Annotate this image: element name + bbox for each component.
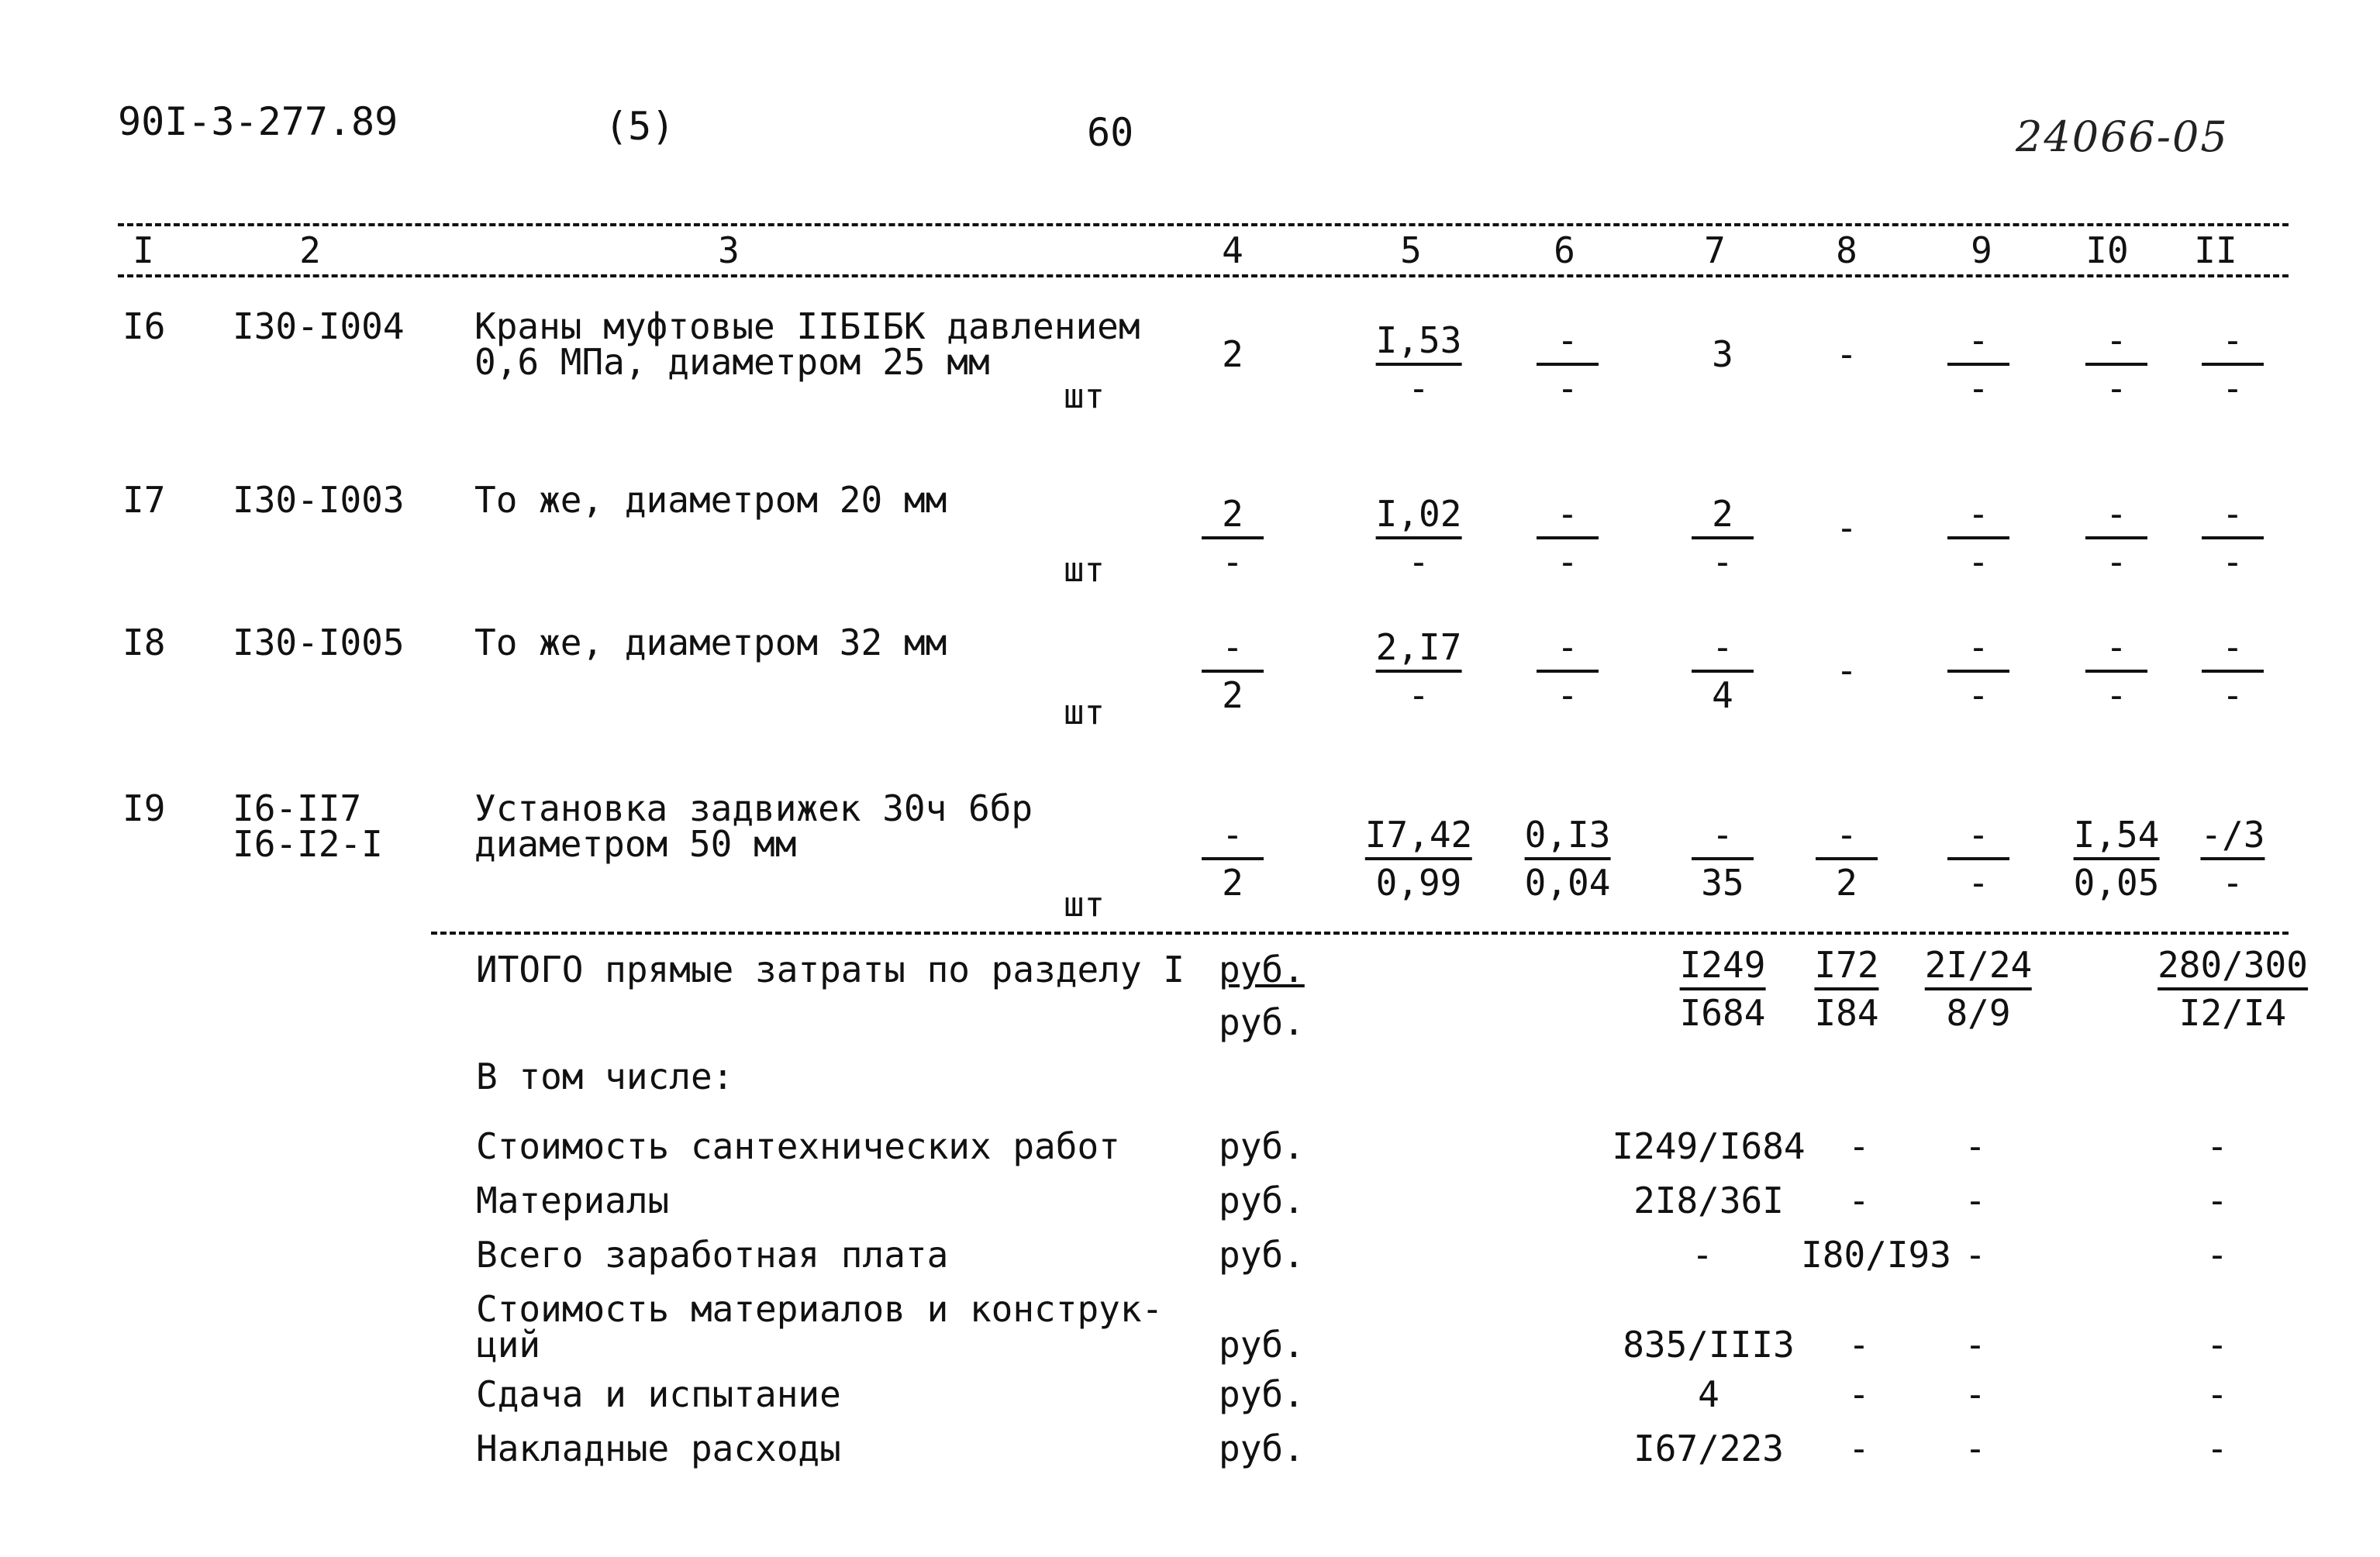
cell-c8-denominator: 2: [1836, 862, 1857, 904]
totals-c7-numerator: I249: [1679, 944, 1766, 986]
position-code: I30-I004: [233, 305, 405, 347]
page-number: 60: [1087, 110, 1134, 155]
cell-c4-fraction-bar: [1202, 536, 1264, 539]
totals-c7-fraction-bar: [1680, 987, 1766, 990]
breakdown-c8: -: [1848, 1373, 1870, 1415]
row-number: I9: [122, 787, 166, 829]
row-number: I6: [122, 305, 166, 347]
cell-c11: [2202, 493, 2264, 583]
cell-c5-numerator: I,53: [1375, 319, 1462, 361]
cell-c5-denominator: -: [1408, 541, 1430, 583]
totals-label: ИТОГО прямые затраты по разделу I: [476, 949, 1185, 990]
totals-c7-denominator: I684: [1679, 992, 1766, 1034]
item-description: 0,6 МПа, диаметром 25 мм: [474, 341, 990, 383]
cell-c4-fraction-bar: [1202, 670, 1264, 673]
cell-c9-numerator: -: [1968, 814, 1989, 856]
row-number: I7: [122, 479, 166, 521]
cell-c6-denominator: -: [1557, 541, 1578, 583]
breakdown-c7: 4: [1698, 1373, 1719, 1415]
cell-c9-denominator: -: [1968, 674, 1989, 716]
cell-c6-fraction-bar: [1537, 536, 1599, 539]
breakdown-c11: -: [2206, 1428, 2228, 1469]
column-header-2: 2: [299, 229, 321, 271]
row-number: I8: [122, 622, 166, 663]
cell-c10-denominator: -: [2106, 367, 2127, 409]
cell-c11-numerator: -: [2222, 626, 2244, 668]
column-header-5: 5: [1400, 229, 1422, 271]
cell-c10-denominator: -: [2106, 674, 2127, 716]
cell-c6-fraction-bar: [1537, 363, 1599, 366]
cell-c4-numerator: -: [1222, 626, 1243, 668]
cell-c9: [1947, 626, 2009, 716]
cell-c11: [2202, 626, 2264, 716]
handwritten-reference: 24066-05: [2016, 112, 2229, 161]
cell-c11: [2202, 319, 2264, 409]
cell-c4: 2: [1222, 333, 1243, 375]
cell-c11: [2200, 814, 2265, 904]
breakdown-label: Сдача и испытание: [476, 1373, 841, 1415]
column-header-9: 9: [1971, 229, 1992, 271]
breakdown-c11: -: [2206, 1234, 2228, 1276]
column-header-1: I: [133, 229, 154, 271]
breakdown-c11: -: [2206, 1180, 2228, 1221]
item-description: То же, диаметром 20 мм: [474, 479, 947, 521]
breakdown-c9: -: [1964, 1125, 1986, 1167]
document-code: 90I-3-277.89: [118, 99, 398, 144]
breakdown-unit: руб.: [1219, 1324, 1305, 1366]
breakdown-c8: -: [1848, 1125, 1870, 1167]
cell-c5-denominator: -: [1408, 367, 1430, 409]
including-label: В том числе:: [476, 1056, 734, 1097]
cell-c4-numerator: 2: [1222, 493, 1243, 535]
breakdown-c9: -: [1964, 1373, 1986, 1415]
totals-c9-numerator: 2I/24: [1924, 944, 2033, 986]
breakdown-unit: руб.: [1219, 1180, 1305, 1221]
cell-c8: -: [1836, 507, 1857, 549]
unit-label: шт: [1064, 693, 1105, 732]
breakdown-label: Материалы: [476, 1180, 670, 1221]
cell-c5-numerator: I,02: [1375, 493, 1462, 535]
cell-c11-numerator: -: [2222, 319, 2244, 361]
column-header-8: 8: [1836, 229, 1857, 271]
totals-c8: [1814, 944, 1879, 1034]
cell-c5-fraction-bar: [1365, 857, 1472, 860]
cell-c6-numerator: 0,I3: [1524, 814, 1611, 856]
cell-c9-fraction-bar: [1947, 857, 2009, 860]
breakdown-c11: -: [2206, 1125, 2228, 1167]
cell-c11-fraction-bar: [2202, 363, 2264, 366]
breakdown-c7: I67/223: [1633, 1428, 1784, 1469]
cell-c9-denominator: -: [1968, 862, 1989, 904]
breakdown-c8: I80/I93: [1801, 1234, 1951, 1276]
cell-c10-fraction-bar: [2085, 670, 2147, 673]
breakdown-label: Накладные расходы: [476, 1428, 841, 1469]
item-description: Установка задвижек 30ч 6бр: [474, 787, 1033, 829]
breakdown-unit: руб.: [1219, 1373, 1305, 1415]
column-header-4: 4: [1222, 229, 1243, 271]
cell-c8-numerator: -: [1836, 814, 1857, 856]
cell-c9: [1947, 493, 2009, 583]
cell-c7-fraction-bar: [1692, 857, 1754, 860]
totals-c11-fraction-bar: [2158, 987, 2308, 990]
cell-c6-fraction-bar: [1525, 857, 1611, 860]
cell-c6-numerator: -: [1557, 493, 1578, 535]
cell-c5-fraction-bar: [1376, 363, 1462, 366]
unit-label: шт: [1064, 885, 1105, 925]
cell-c10: [2085, 319, 2147, 409]
cell-c4-numerator: -: [1222, 814, 1243, 856]
breakdown-label: Стоимость сантехнических работ: [476, 1125, 1120, 1167]
cell-c9-denominator: -: [1968, 367, 1989, 409]
breakdown-label: Стоимость материалов и конструк-: [476, 1288, 1164, 1330]
cell-c7-denominator: -: [1712, 541, 1733, 583]
position-code: I6-II7: [233, 787, 362, 829]
cell-c5: [1375, 493, 1462, 583]
cell-c9-numerator: -: [1968, 626, 1989, 668]
breakdown-unit: руб.: [1219, 1428, 1305, 1469]
cell-c6-fraction-bar: [1537, 670, 1599, 673]
cell-c6-denominator: -: [1557, 367, 1578, 409]
cell-c4-denominator: -: [1222, 541, 1243, 583]
cell-c5: [1375, 319, 1462, 409]
cell-c9-fraction-bar: [1947, 363, 2009, 366]
breakdown-unit: руб.: [1219, 1234, 1305, 1276]
cell-c6: [1537, 493, 1599, 583]
totals-c7: [1679, 944, 1766, 1034]
cell-c7-numerator: 2: [1712, 493, 1733, 535]
item-description: То же, диаметром 32 мм: [474, 622, 947, 663]
cell-c7: [1692, 626, 1754, 716]
totals-c8-fraction-bar: [1814, 987, 1878, 990]
breakdown-unit: руб.: [1219, 1125, 1305, 1167]
cell-c5-fraction-bar: [1376, 670, 1462, 673]
cell-c10-fraction-bar: [2085, 363, 2147, 366]
cell-c10-fraction-bar: [2074, 857, 2160, 860]
item-description: диаметром 50 мм: [474, 823, 797, 865]
cell-c6-denominator: -: [1557, 674, 1578, 716]
totals-c11-denominator: I2/I4: [2178, 992, 2287, 1034]
column-header-7: 7: [1704, 229, 1726, 271]
cell-c5-fraction-bar: [1376, 536, 1462, 539]
cell-c10: [2085, 493, 2147, 583]
cell-c5-numerator: I7,42: [1364, 814, 1473, 856]
cell-c7: [1692, 814, 1754, 904]
cell-c11-numerator: -: [2222, 493, 2244, 535]
cell-c4: [1202, 626, 1264, 716]
totals-c9-fraction-bar: [1925, 987, 2032, 990]
totals-c8-denominator: I84: [1814, 992, 1879, 1034]
totals-c11-numerator: 280/300: [2158, 944, 2308, 986]
cell-c10: [2085, 626, 2147, 716]
cell-c6: [1537, 626, 1599, 716]
sheet-part: (5): [605, 104, 675, 149]
totals-c9-denominator: 8/9: [1946, 992, 2011, 1034]
cell-c10: [2073, 814, 2160, 904]
cell-c6-denominator: 0,04: [1524, 862, 1611, 904]
totals-unit-bottom: руб.: [1219, 1001, 1305, 1043]
cell-c9-fraction-bar: [1947, 670, 2009, 673]
cell-c11-denominator: -: [2222, 862, 2244, 904]
column-header-11: II: [2194, 229, 2237, 271]
cell-c7: [1692, 493, 1754, 583]
breakdown-c7: -: [1692, 1234, 1713, 1276]
cell-c11-fraction-bar: [2202, 670, 2264, 673]
header-top-rule: [118, 223, 2289, 226]
cell-c7-numerator: -: [1712, 626, 1733, 668]
header-bottom-rule: [118, 274, 2289, 277]
cell-c4: [1202, 493, 1264, 583]
cell-c11-fraction-bar: [2202, 536, 2264, 539]
breakdown-c9: -: [1964, 1180, 1986, 1221]
unit-label: шт: [1064, 550, 1105, 590]
cell-c9-denominator: -: [1968, 541, 1989, 583]
cell-c9-fraction-bar: [1947, 536, 2009, 539]
cell-c8: -: [1836, 649, 1857, 691]
cell-c7: 3: [1712, 333, 1733, 375]
cell-c6-numerator: -: [1557, 626, 1578, 668]
unit-label: шт: [1064, 377, 1105, 416]
cell-c8: [1816, 814, 1878, 904]
cell-c4-denominator: 2: [1222, 674, 1243, 716]
totals-unit-top: руб.: [1219, 949, 1305, 990]
cell-c8: -: [1836, 333, 1857, 375]
cell-c5-denominator: 0,99: [1375, 862, 1462, 904]
cell-c10-fraction-bar: [2085, 536, 2147, 539]
cell-c10-numerator: -: [2106, 626, 2127, 668]
cell-c11-denominator: -: [2222, 674, 2244, 716]
cell-c10-numerator: I,54: [2073, 814, 2160, 856]
cell-c9: [1947, 814, 2009, 904]
cell-c7-denominator: 4: [1712, 674, 1733, 716]
cell-c4-fraction-bar: [1202, 857, 1264, 860]
cell-c6: [1524, 814, 1611, 904]
breakdown-label: ций: [476, 1324, 541, 1366]
breakdown-c7: 2I8/36I: [1633, 1180, 1784, 1221]
position-code: I30-I003: [233, 479, 405, 521]
totals-c11: [2158, 944, 2308, 1034]
breakdown-c9: -: [1964, 1324, 1986, 1366]
cell-c5-numerator: 2,I7: [1375, 626, 1462, 668]
cell-c11-numerator: -/3: [2200, 814, 2265, 856]
column-header-3: 3: [718, 229, 740, 271]
cell-c5-denominator: -: [1408, 674, 1430, 716]
breakdown-c7: 835/III3: [1623, 1324, 1795, 1366]
cell-c10-denominator: -: [2106, 541, 2127, 583]
position-code: I6-I2-I: [233, 823, 383, 865]
cell-c10-denominator: 0,05: [2073, 862, 2160, 904]
cell-c10-numerator: -: [2106, 493, 2127, 535]
breakdown-c8: -: [1848, 1180, 1870, 1221]
cell-c10-numerator: -: [2106, 319, 2127, 361]
breakdown-c8: -: [1848, 1428, 1870, 1469]
cell-c11-denominator: -: [2222, 541, 2244, 583]
breakdown-c11: -: [2206, 1373, 2228, 1415]
cell-c6-numerator: -: [1557, 319, 1578, 361]
item-description: Краны муфтовые IIБIБК давлением: [474, 305, 1140, 347]
breakdown-c8: -: [1848, 1324, 1870, 1366]
cell-c5: [1375, 626, 1462, 716]
cell-c6: [1537, 319, 1599, 409]
cell-c7-fraction-bar: [1692, 536, 1754, 539]
totals-separator: [431, 932, 2289, 935]
cell-c11-fraction-bar: [2200, 857, 2264, 860]
totals-c8-numerator: I72: [1814, 944, 1879, 986]
breakdown-c9: -: [1964, 1234, 1986, 1276]
cell-c9-numerator: -: [1968, 319, 1989, 361]
column-header-10: I0: [2085, 229, 2129, 271]
cell-c8-fraction-bar: [1816, 857, 1878, 860]
cell-c7-fraction-bar: [1692, 670, 1754, 673]
column-header-6: 6: [1554, 229, 1575, 271]
cell-c5: [1364, 814, 1473, 904]
position-code: I30-I005: [233, 622, 405, 663]
cell-c4-denominator: 2: [1222, 862, 1243, 904]
breakdown-label: Всего заработная плата: [476, 1234, 949, 1276]
cell-c7-denominator: 35: [1701, 862, 1744, 904]
cell-c7-numerator: -: [1712, 814, 1733, 856]
cell-c9-numerator: -: [1968, 493, 1989, 535]
cell-c4: [1202, 814, 1264, 904]
cell-c9: [1947, 319, 2009, 409]
cell-c11-denominator: -: [2222, 367, 2244, 409]
breakdown-c9: -: [1964, 1428, 1986, 1469]
breakdown-c11: -: [2206, 1324, 2228, 1366]
breakdown-c7: I249/I684: [1612, 1125, 1806, 1167]
totals-c9: [1924, 944, 2033, 1034]
